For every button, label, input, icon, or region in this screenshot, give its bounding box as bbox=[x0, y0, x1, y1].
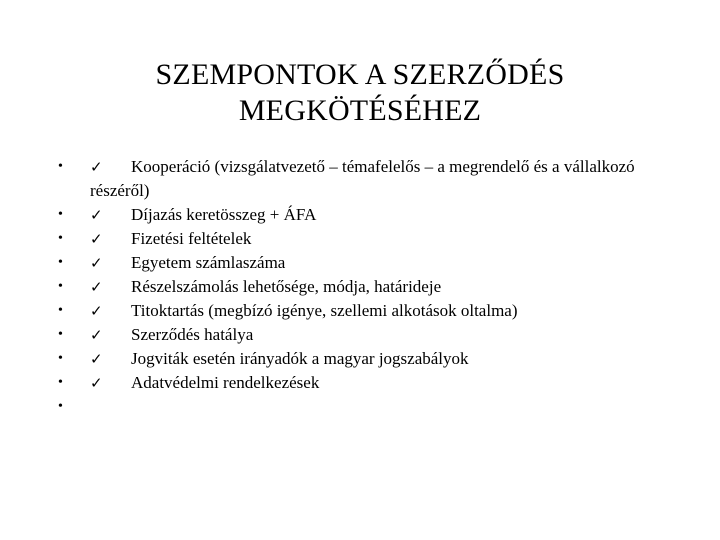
checkmark-icon: ✓ bbox=[90, 278, 103, 296]
bullet-text: Adatvédelmi rendelkezések bbox=[131, 373, 320, 392]
bullet-item-cooperation bbox=[58, 155, 688, 203]
bullet-text: Kooperáció (vizsgálatvezető – témafelelős – a megrendelő és a vállalkozó részéről) bbox=[90, 157, 635, 200]
bullet-text: Díjazás keretösszeg + ÁFA bbox=[131, 205, 317, 224]
bullet-text: Szerződés hatálya bbox=[131, 325, 254, 344]
bullet-item-fee bbox=[58, 203, 688, 227]
bullet-text: Titoktartás (megbízó igénye, szellemi alkotások oltalma) bbox=[131, 301, 518, 320]
bullet-dot-icon: • bbox=[58, 303, 63, 318]
bullet-text: Jogviták esetén irányadók a magyar jogszabályok bbox=[131, 349, 469, 368]
checkmark-icon: ✓ bbox=[90, 326, 103, 344]
bullet-dot-icon: • bbox=[58, 159, 63, 174]
slide-title bbox=[60, 57, 660, 129]
checkmark-icon: ✓ bbox=[90, 374, 103, 392]
bullet-item-data-protection bbox=[58, 371, 688, 395]
bullet-dot-icon: • bbox=[58, 351, 63, 366]
bullet-item-legal-disputes bbox=[58, 347, 688, 371]
bullet-item-confidentiality bbox=[58, 299, 688, 323]
bullet-item-partial-billing bbox=[58, 275, 688, 299]
bullet-dot-icon: • bbox=[58, 279, 63, 294]
bullet-item-empty bbox=[58, 395, 688, 419]
slide-title-line-2: MEGKÖTÉSÉHEZ bbox=[238, 94, 482, 127]
checkmark-icon: ✓ bbox=[90, 254, 103, 272]
bullet-text: Fizetési feltételek bbox=[131, 229, 252, 248]
bullet-dot-icon: • bbox=[58, 255, 63, 270]
bullet-dot-icon: • bbox=[58, 231, 63, 246]
checkmark-icon: ✓ bbox=[90, 206, 103, 224]
bullet-text: Részelszámolás lehetősége, módja, határideje bbox=[131, 277, 442, 296]
slide-title-line-1: SZEMPONTOK A SZERZŐDÉS bbox=[155, 58, 565, 91]
bullet-dot-icon: • bbox=[58, 375, 63, 390]
bullet-item-contract-effect bbox=[58, 323, 688, 347]
bullet-dot-icon: • bbox=[58, 327, 63, 342]
checkmark-icon: ✓ bbox=[90, 350, 103, 368]
bullet-list bbox=[58, 155, 688, 419]
bullet-dot-icon: • bbox=[58, 207, 63, 222]
bullet-item-account-number bbox=[58, 251, 688, 275]
checkmark-icon: ✓ bbox=[90, 230, 103, 248]
checkmark-icon: ✓ bbox=[90, 158, 103, 176]
bullet-text: Egyetem számlaszáma bbox=[131, 253, 286, 272]
checkmark-icon: ✓ bbox=[90, 302, 103, 320]
bullet-item-payment-terms bbox=[58, 227, 688, 251]
bullet-dot-icon: • bbox=[58, 399, 63, 414]
